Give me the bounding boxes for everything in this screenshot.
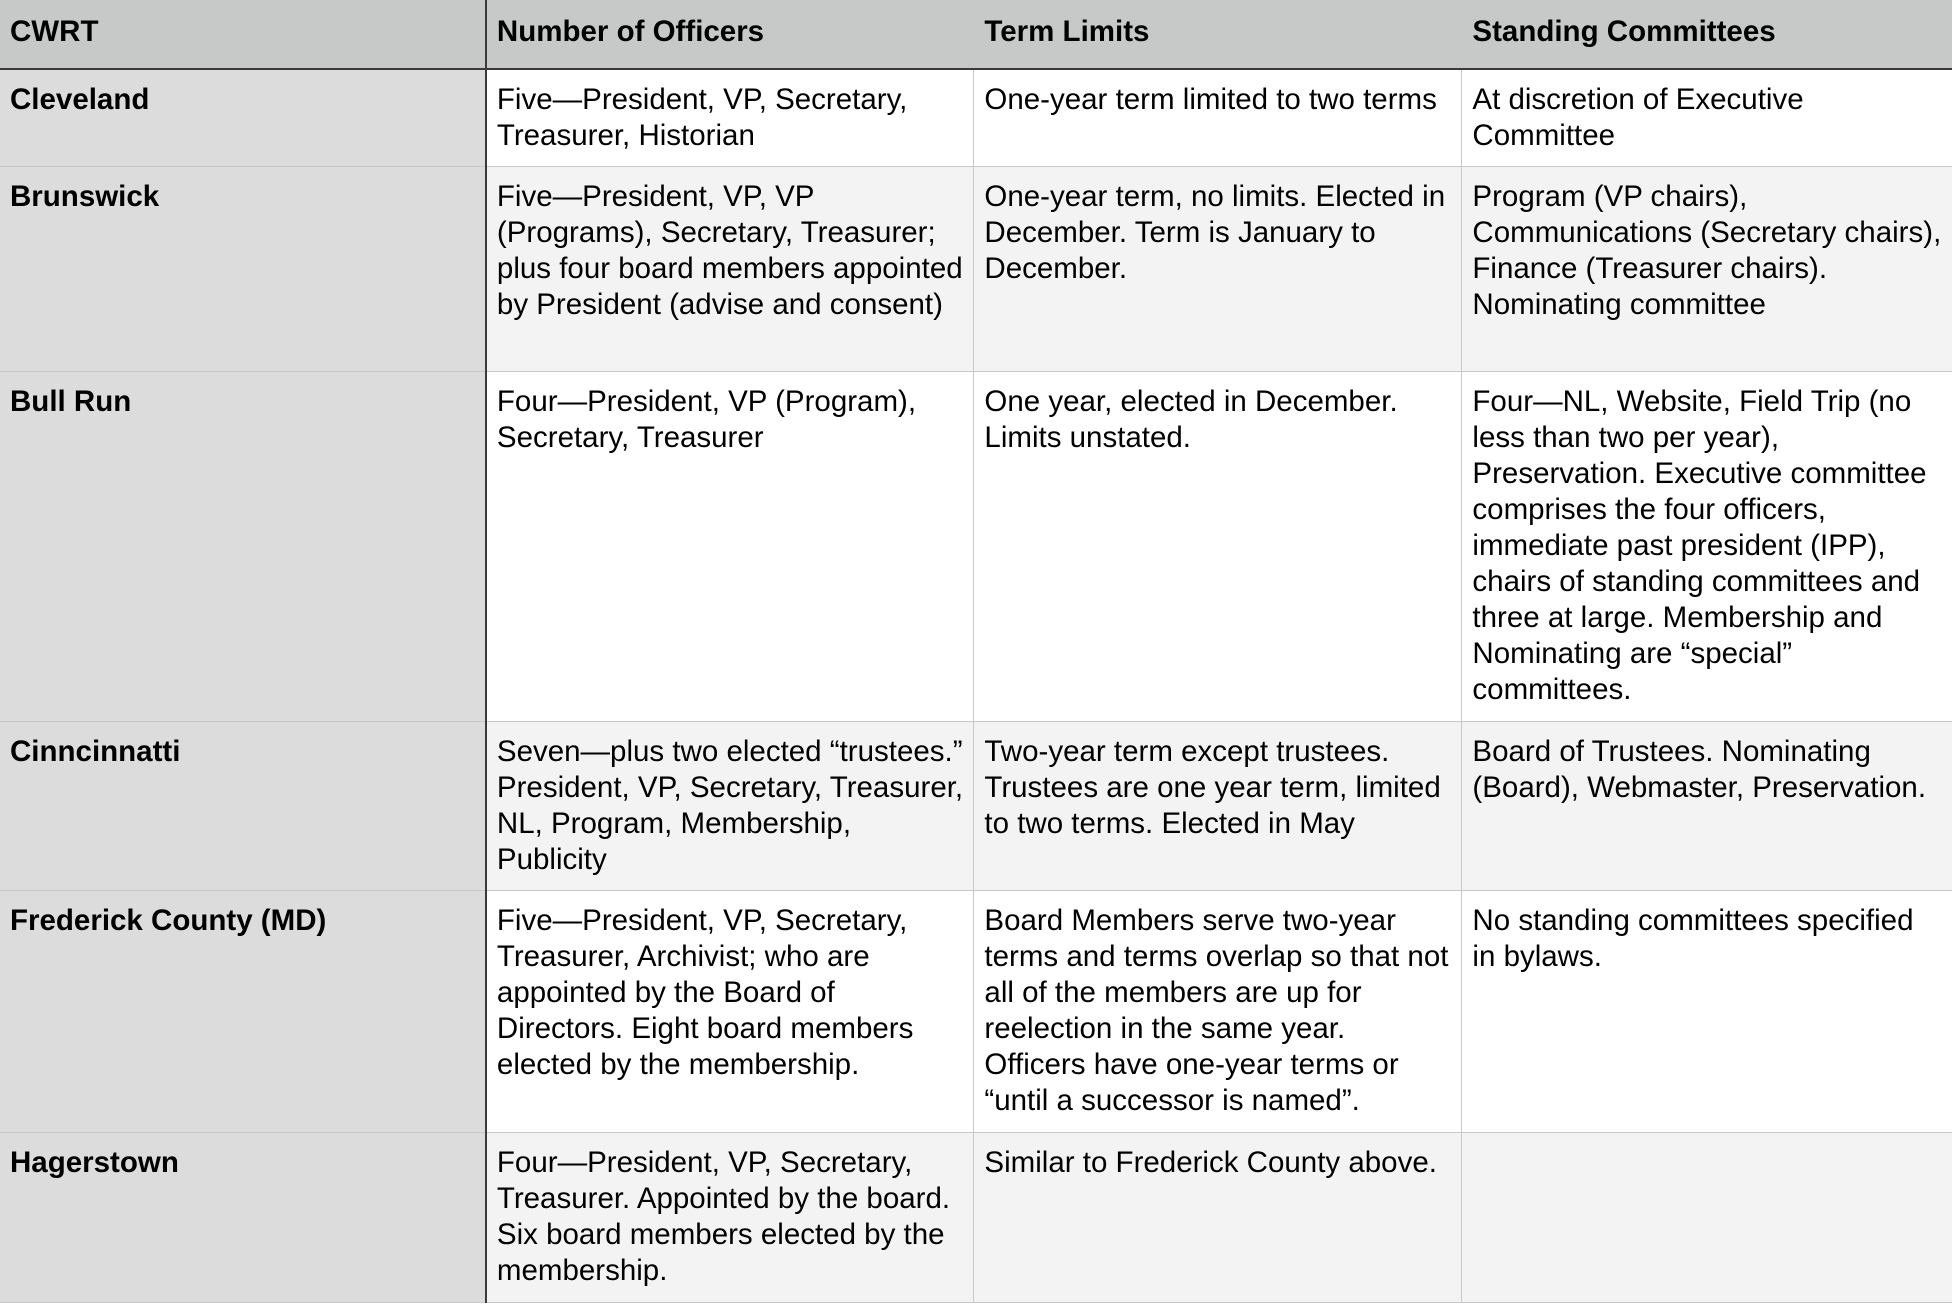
table-row: [0, 69, 1952, 166]
officers-cell: Five—President, VP, VP (Programs), Secretary, Treasurer; plus four board members appointed by President (advise and consent): [486, 166, 974, 371]
committees-cell: Program (VP chairs), Communications (Secretary chairs), Finance (Treasurer chairs). Nominating committee: [1462, 166, 1952, 371]
row-name: Bull Run: [0, 371, 486, 721]
header-row: [0, 0, 1952, 69]
committees-cell: Board of Trustees. Nominating (Board), Webmaster, Preservation.: [1462, 721, 1952, 890]
header-number-of-officers: Number of Officers: [486, 0, 974, 69]
officers-cell: Four—President, VP, Secretary, Treasurer. Appointed by the board. Six board members elected by the membership.: [486, 1132, 974, 1302]
terms-cell: Similar to Frederick County above.: [974, 1132, 1462, 1302]
table-row: [0, 1132, 1952, 1302]
table-row: [0, 166, 1952, 371]
row-name: Brunswick: [0, 166, 486, 371]
table-row: [0, 890, 1952, 1132]
row-name: Cleveland: [0, 69, 486, 166]
header-cwrt: CWRT: [0, 0, 486, 69]
row-name: Frederick County (MD): [0, 890, 486, 1132]
committees-cell: At discretion of Executive Committee: [1462, 69, 1952, 166]
terms-cell: Two-year term except trustees. Trustees are one year term, limited to two terms. Elected in May: [974, 721, 1462, 890]
officers-cell: Five—President, VP, Secretary, Treasurer, Archivist; who are appointed by the Board of Directors. Eight board members elected by the membership.: [486, 890, 974, 1132]
officers-cell: Seven—plus two elected “trustees.” President, VP, Secretary, Treasurer, NL, Program, Membership, Publicity: [486, 721, 974, 890]
row-name: Hagerstown: [0, 1132, 486, 1302]
officers-cell: Four—President, VP (Program), Secretary, Treasurer: [486, 371, 974, 721]
terms-cell: One-year term limited to two terms: [974, 69, 1462, 166]
table-row: [0, 371, 1952, 721]
committees-cell: [1462, 1132, 1952, 1302]
header-standing-committees: Standing Committees: [1462, 0, 1952, 69]
row-name: Cinncinnatti: [0, 721, 486, 890]
table-row: [0, 721, 1952, 890]
committees-cell: No standing committees specified in bylaws.: [1462, 890, 1952, 1132]
officers-cell: Five—President, VP, Secretary, Treasurer, Historian: [486, 69, 974, 166]
committees-cell: Four—NL, Website, Field Trip (no less than two per year), Preservation. Executive committee comprises the four officers, immediate past president (IPP), chairs of standing committees and three at large. Membership and Nominating are “special” committees.: [1462, 371, 1952, 721]
terms-cell: Board Members serve two-year terms and terms overlap so that not all of the members are up for reelection in the same year. Officers have one-year terms or “until a successor is named”.: [974, 890, 1462, 1132]
terms-cell: One-year term, no limits. Elected in December. Term is January to December.: [974, 166, 1462, 371]
header-term-limits: Term Limits: [974, 0, 1462, 69]
terms-cell: One year, elected in December. Limits unstated.: [974, 371, 1462, 721]
